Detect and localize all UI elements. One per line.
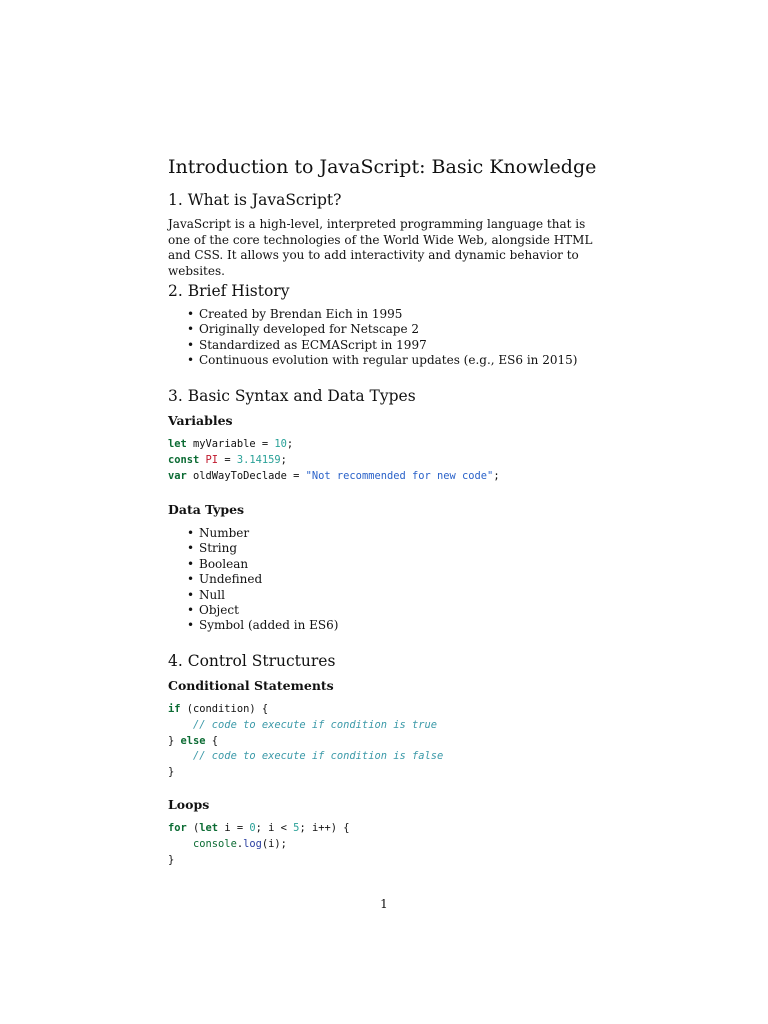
list-item: • Object xyxy=(168,603,338,618)
code-line: for (let i = 0; i < 5; i++) { xyxy=(168,822,350,834)
list-item: • Undefined xyxy=(168,572,338,587)
section-heading-basic-syntax: 3. Basic Syntax and Data Types xyxy=(168,387,416,405)
code-line: } xyxy=(168,766,175,779)
page-number: 1 xyxy=(380,897,388,911)
subsection-heading-conditional-statements: Conditional Statements xyxy=(168,678,334,693)
code-line: const PI = 3.14159; xyxy=(168,453,287,466)
subsection-heading-data-types: Data Types xyxy=(168,502,245,517)
section-heading-control-structures: 4. Control Structures xyxy=(168,652,336,670)
code-line: console.log(i); xyxy=(193,837,287,850)
document-title: Introduction to JavaScript: Basic Knowledge xyxy=(168,156,597,178)
code-line: if (condition) { xyxy=(168,703,269,715)
code-line: } xyxy=(168,853,175,866)
list-item: • String xyxy=(168,541,338,556)
list-item: • Originally developed for Netscape 2 xyxy=(168,322,577,337)
list-item: • Null xyxy=(168,588,338,603)
code-line: // code to execute if condition is true xyxy=(193,718,438,731)
list-item: • Number xyxy=(168,526,338,541)
code-line: var oldWayToDeclade = "Not recommended for new code"; xyxy=(168,469,500,482)
history-bullet-list xyxy=(168,307,577,369)
section-heading-what-is-javascript: 1. What is JavaScript? xyxy=(168,191,342,209)
code-line: // code to execute if condition is false xyxy=(193,750,444,763)
code-line: let myVariable = 10; xyxy=(168,438,294,450)
list-item: • Standardized as ECMAScript in 1997 xyxy=(168,338,577,353)
subsection-heading-variables: Variables xyxy=(168,413,233,428)
list-item: • Continuous evolution with regular updates (e.g., ES6 in 2015) xyxy=(168,353,577,368)
conditional-code-block xyxy=(168,702,443,781)
section-heading-brief-history: 2. Brief History xyxy=(168,282,290,300)
loops-code-block xyxy=(168,821,349,868)
data-types-bullet-list xyxy=(168,526,338,634)
variables-code-block xyxy=(168,437,500,484)
section-paragraph: JavaScript is a high-level, interpreted programming language that is one of the core technologies of the World Wide Web, alongside HTML and CSS. It allows you to add interactivity and dynamic behavior to websites. xyxy=(168,217,593,278)
list-item: • Boolean xyxy=(168,557,338,572)
subsection-heading-loops: Loops xyxy=(168,797,210,812)
list-item: • Symbol (added in ES6) xyxy=(168,618,338,633)
code-line: } else { xyxy=(168,734,219,747)
list-item: • Created by Brendan Eich in 1995 xyxy=(168,307,577,322)
